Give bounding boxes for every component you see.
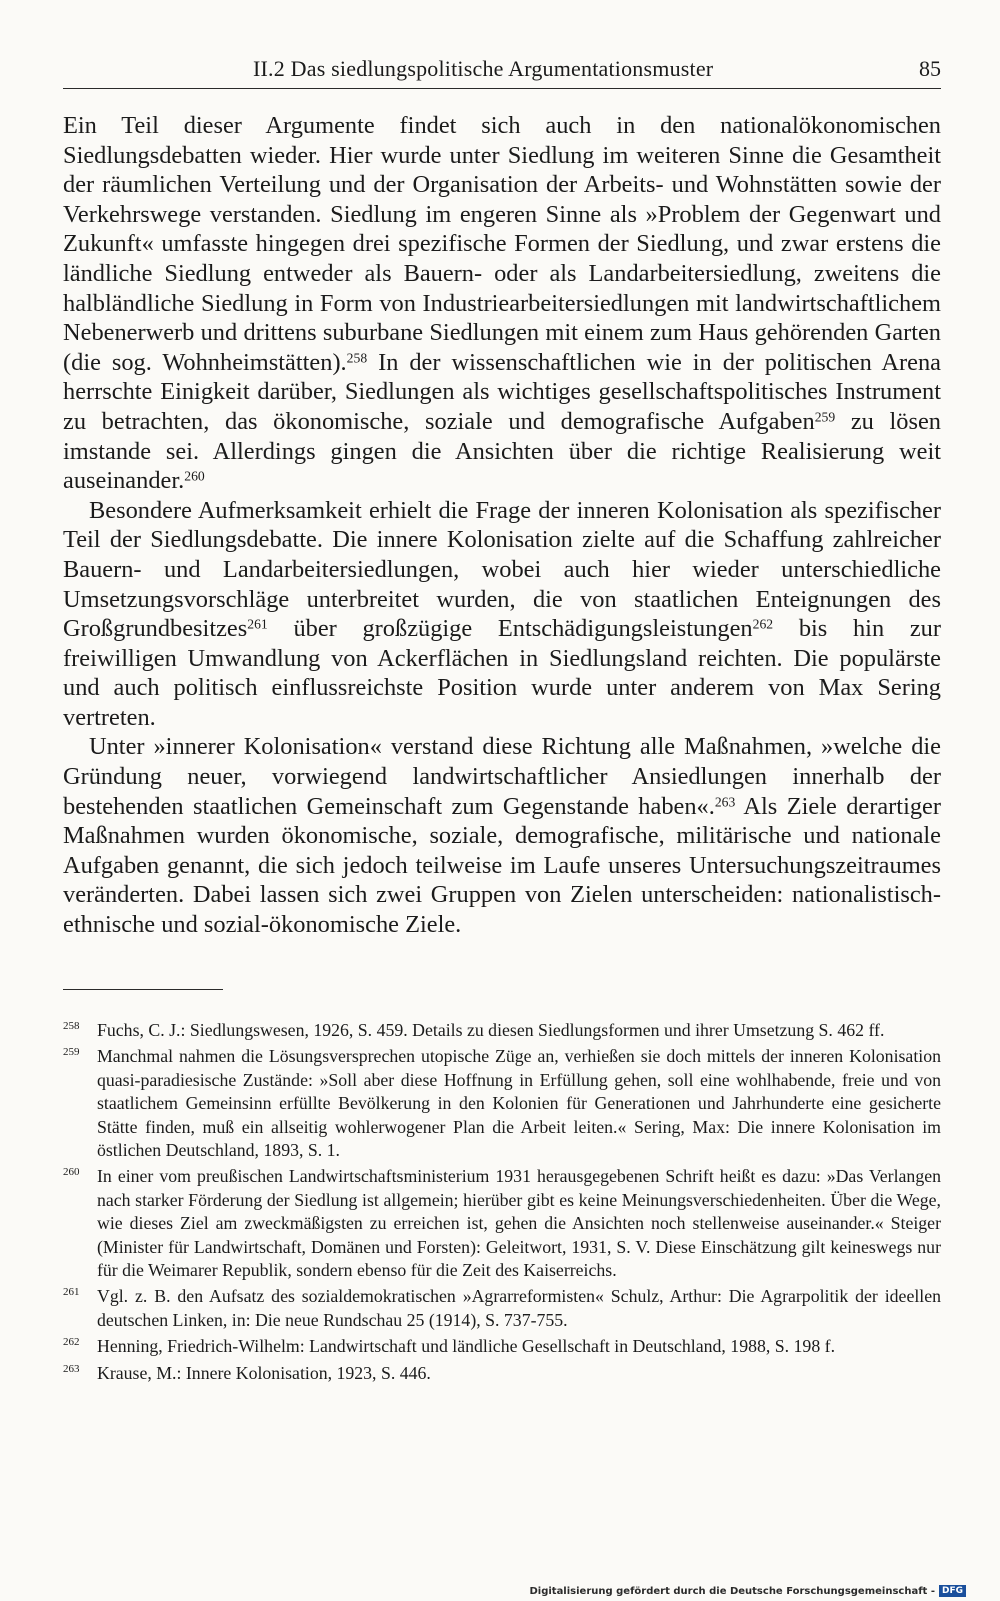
page-number: 85 [919,56,941,81]
footnote-259 [63,1045,941,1162]
running-title: II.2 Das siedlungspolitische Argumentationsmuster [253,56,714,81]
dfg-logo: DFG [939,1585,966,1597]
footnote-ref-258[interactable]: 258 [346,350,368,366]
paragraph-text: Besondere Aufmerksamkeit erhielt die Frage der inneren Kolonisation als spezifischer Teil der Siedlungsdebatte. Die innere Kolonisation zielte auf die Schaffung zahlreicher Bauern- und Landarbeitersiedlungen, wobei auch hier wieder unterschiedliche Umsetzungsvorschläge unterbreitet wurden, die von staatlichen Enteignungen des Großgrundbesitzes [63,496,941,643]
footnote-ref-261[interactable]: 261 [247,616,268,632]
footnote-text: Fuchs, C. J.: Siedlungswesen, 1926, S. 459. Details zu diesen Siedlungsformen und ihrer Umsetzung S. 462 ff. [97,1020,885,1040]
paragraph-text: In der wissenschaftlichen wie in der politischen Arena herrschte Einigkeit darüber, Siedlungen als wichtiges gesellschaftspolitisches Instrument zu betrachten, das ökonomische, soziale und demografische Aufgaben [63,348,942,435]
footnote-ref-263[interactable]: 263 [714,794,736,810]
footnote-ref-262[interactable]: 262 [752,616,774,632]
footnote-number: 259 [63,1046,80,1059]
paragraph-text: bis hin zur freiwilligen Umwandlung von Ackerflächen in Siedlungsland reichten. Die populärste und auch politisch einflussreichste Position wurde unter anderem von Max Sering vertreten. [63,615,941,731]
footnote-258 [63,1019,941,1042]
footnotes [63,1019,941,1385]
footnote-ref-259[interactable]: 259 [814,409,836,425]
footnote-ref-260[interactable]: 260 [184,468,205,484]
footnote-number: 262 [63,1336,80,1349]
paragraph-text: Unter »innerer Kolonisation« verstand diese Richtung alle Maßnahmen, »welche die Gründung neuer, vorwiegend landwirtschaftlicher Ansiedlungen innerhalb der bestehenden staatlichen Gemeinschaft zum Gegenstande haben«. [63,733,941,820]
footnote-262 [63,1335,941,1358]
footnote-text: Henning, Friedrich-Wilhelm: Landwirtschaft und ländliche Gesellschaft in Deutschland, 1988, S. 198 f. [97,1336,836,1357]
footnote-261 [63,1285,941,1332]
footnote-number: 260 [63,1166,80,1179]
footnote-text: In einer vom preußischen Landwirtschaftsministerium 1931 herausgegebenen Schrift heißt es dazu: »Das Verlangen nach starker Förderung der Siedlung ist allgemein; hierüber gibt es keine Meinungsverschiedenheiten. Über die Wege, wie dieses Ziel am zweckmäßigsten zu erreichen ist, gehen die Ansichten noch stellenweise auseinander.« Steiger (Minister für Landwirtschaft, Domänen und Forsten): Geleitwort, 1931, S. V. Diese Einschätzung gilt keineswegs nur für die Weimarer Republik, sondern ebenso für die Zeit des Kaiserreichs. [97,1166,941,1281]
paragraph-text: über großzügige Entschädigungsleistungen [267,615,753,643]
footnote-text: Krause, M.: Innere Kolonisation, 1923, S. 446. [97,1362,431,1383]
footnote-260 [63,1165,941,1282]
digitization-credit [529,1585,966,1597]
paragraph-text: zu lösen imstande sei. Allerdings gingen die Ansichten über die richtige Realisierung weit auseinander. [63,407,941,495]
footnote-divider [63,989,223,990]
footnote-263 [63,1362,941,1385]
paragraph-text: Ein Teil dieser Argumente findet sich auch in den nationalökonomischen Siedlungsdebatten wieder. Hier wurde unter Siedlung im weiteren Sinne die Gesamtheit der räumlichen Verteilung und der Organisation der Arbeits- und Wohnstätten sowie der Verkehrswege verstanden. Siedlung im engeren Sinne als »Problem der Gegenwart und Zukunft« umfasste hingegen drei spezifische Formen der Siedlung, und zwar erstens die ländliche Siedlung entweder als Bauern- oder als Landarbeitersiedlung, zweitens die halbländliche Siedlung in Form von Industriearbeitersiedlungen mit landwirtschaftlichem Nebenerwerb und drittens suburbane Siedlungen mit einem zum Haus gehörenden Garten (die sog. Wohnheimstätten). [63,112,941,376]
paragraph-1 [63,111,941,496]
footnote-number: 263 [63,1362,80,1375]
main-text [63,111,941,940]
footnote-number: 258 [63,1020,80,1032]
footnote-text: Vgl. z. B. den Aufsatz des sozialdemokratischen »Agrarreformisten« Schulz, Arthur: Die Agrarpolitik der ideellen deutschen Linken, in: Die neue Rundschau 25 (1914), S. 737-755. [97,1286,941,1330]
footnote-number: 261 [63,1286,80,1299]
footnote-text: Manchmal nahmen die Lösungsversprechen utopische Züge an, verhießen sie doch mittels der inneren Kolonisation quasi-paradiesische Zustände: »Soll aber diese Hoffnung in Erfüllung gehen, soll eine wohlhabende, freie und von staatlichem Gemeinsinn erfüllte Bevölkerung in den Kolonien für Generationen und Jahrhunderte eine gesicherte Stätte finden, muß ein allseitig wohlerwogener Plan die Arbeit leiten.« Sering, Max: Die innere Kolonisation im östlichen Deutschland, 1893, S. 1. [97,1046,941,1161]
paragraph-3 [63,732,941,939]
page-header [63,52,941,89]
paragraph-text: Als Ziele derartiger Maßnahmen wurden ökonomische, soziale, demografische, militärische und nationale Aufgaben genannt, die sich jedoch teilweise im Laufe unseres Untersuchungszeitraumes veränderten. Dabei lassen sich zwei Gruppen von Zielen unterscheiden: nationalistisch-ethnische und sozial-ökonomische Ziele. [63,792,941,939]
credit-text: Digitalisierung gefördert durch die Deutsche Forschungsgemeinschaft - [529,1585,935,1597]
paragraph-2 [63,496,941,733]
